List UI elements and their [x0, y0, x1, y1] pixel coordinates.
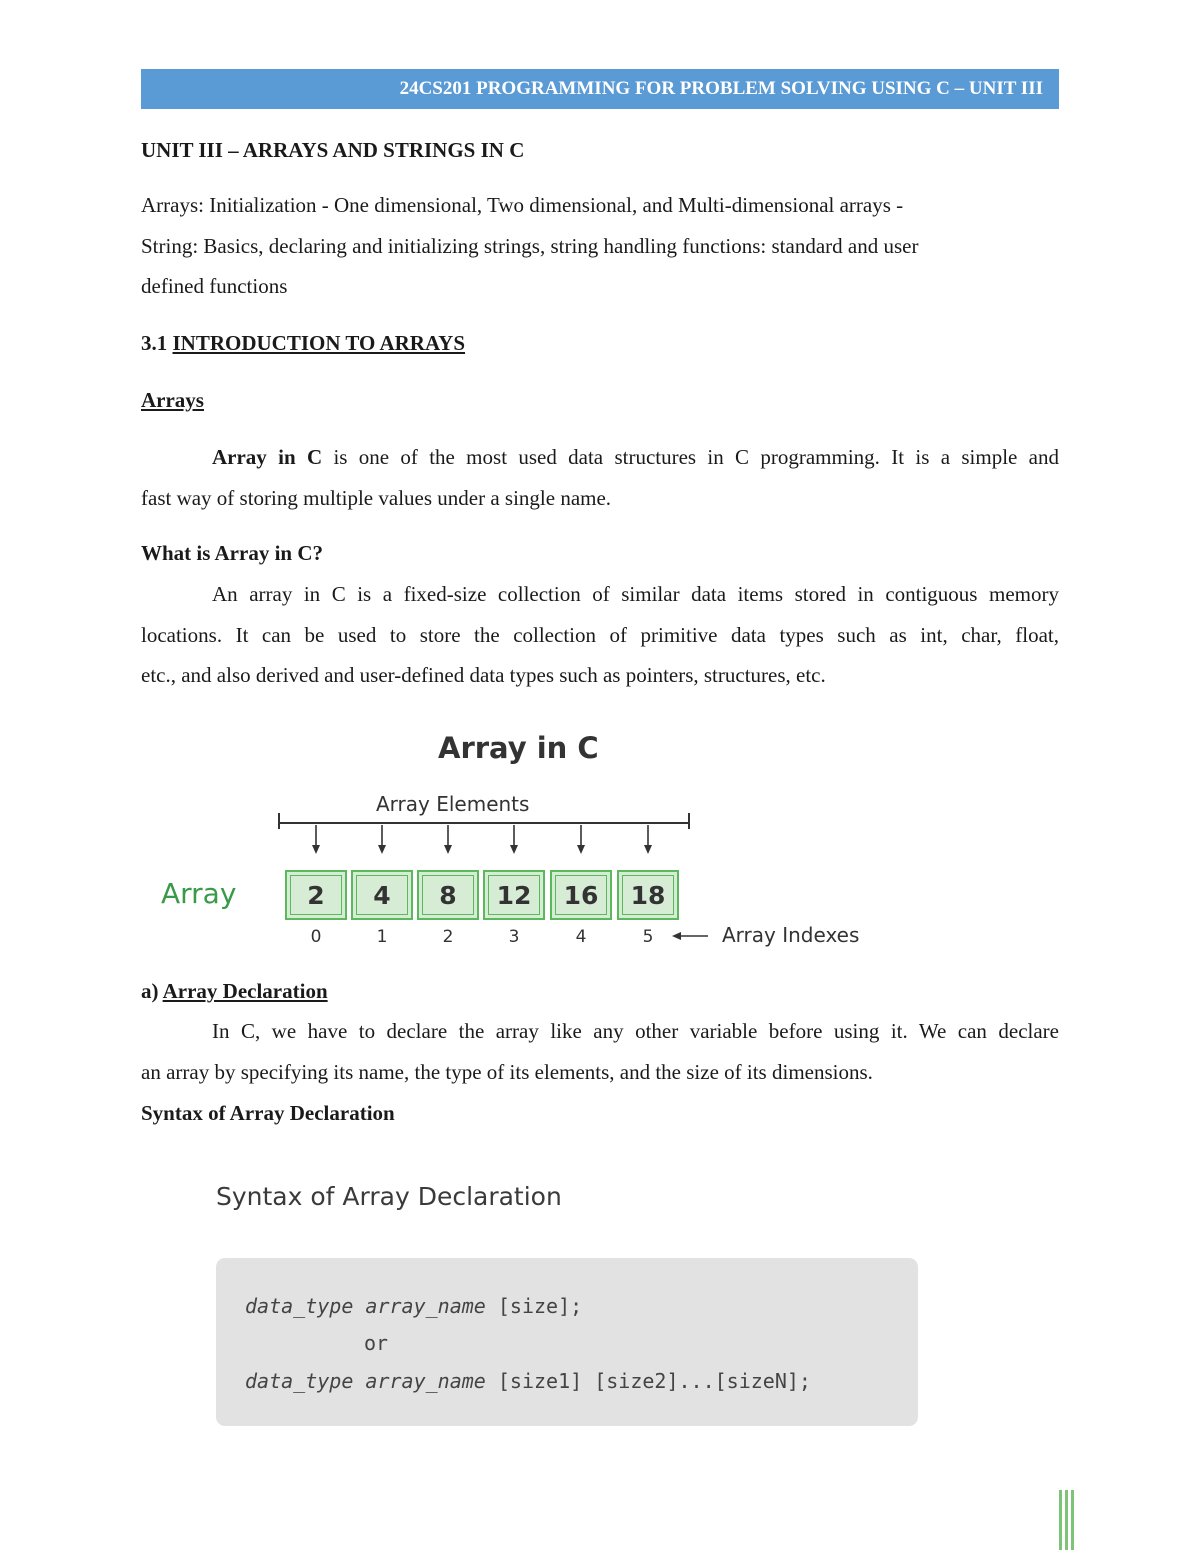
- footer-bar: [1071, 1490, 1074, 1550]
- array-value: 16: [563, 880, 599, 910]
- what-is-line: locations. It can be used to store the collection of primitive data types such as int, char, float,: [141, 622, 1059, 647]
- array-cell-5: [617, 870, 679, 920]
- element-arrow-head-2: [444, 845, 452, 854]
- code-line-or: or: [364, 1331, 389, 1355]
- array-index-3: 3: [508, 927, 520, 947]
- array-value: 2: [307, 880, 325, 910]
- figure-title: Array in C: [438, 731, 599, 765]
- element-arrow-head-5: [644, 845, 652, 854]
- footer-bar: [1065, 1490, 1068, 1550]
- section-number: 3.1: [141, 331, 168, 355]
- array-index-5: 5: [642, 927, 654, 947]
- array-cell-2: [417, 870, 479, 920]
- intro-rest: is one of the most used data structures in C programming. It is a simple and: [322, 445, 1059, 469]
- element-arrow-head-0: [312, 845, 320, 854]
- array-index-2: 2: [442, 927, 454, 947]
- element-arrow-head-4: [577, 845, 585, 854]
- declaration-line: an array by specifying its name, the type of its elements, and the size of its dimensions.: [141, 1059, 873, 1084]
- intro-paragraph: [141, 437, 1059, 518]
- syntax-heading: Syntax of Array Declaration: [141, 1101, 395, 1125]
- array-cell-1: [351, 870, 413, 920]
- page-header-bar: [141, 69, 1059, 109]
- syntax-code-box: [216, 1258, 918, 1426]
- unit-title: UNIT III – ARRAYS AND STRINGS IN C: [141, 138, 525, 162]
- declaration-title: Array Declaration: [162, 979, 328, 1003]
- footer-bar: [1059, 1490, 1062, 1550]
- declaration-prefix: a): [141, 979, 159, 1003]
- section-heading: [141, 331, 465, 356]
- intro-line: fast way of storing multiple values under a single name.: [141, 485, 612, 510]
- footer-decoration: [1059, 1490, 1077, 1550]
- array-value: 4: [373, 880, 391, 910]
- figure-indexes-label: Array Indexes: [722, 923, 860, 947]
- array-index-4: 4: [575, 927, 587, 947]
- declaration-line: In C, we have to declare the array like any other variable before using it. We can declare: [212, 1019, 1059, 1043]
- syntax-image-title: Syntax of Array Declaration: [216, 1182, 562, 1211]
- array-figure: [150, 725, 910, 960]
- syllabus-line: defined functions: [141, 274, 288, 298]
- element-arrow-head-3: [510, 845, 518, 854]
- array-index-0: 0: [310, 927, 322, 947]
- arrays-heading: Arrays: [141, 388, 204, 412]
- element-arrow-head-1: [378, 845, 386, 854]
- syllabus-line: String: Basics, declaring and initializing strings, string handling functions: standard and user: [141, 233, 919, 258]
- what-is-paragraph: [141, 574, 1059, 696]
- index-arrow-head: [672, 932, 681, 940]
- array-cell-4: [550, 870, 612, 920]
- declaration-heading: [141, 979, 328, 1004]
- array-index-1: 1: [376, 927, 388, 947]
- array-cell-3: [483, 870, 545, 920]
- syllabus-line: Arrays: Initialization - One dimensional, Two dimensional, and Multi-dimensional arrays -: [141, 193, 904, 217]
- array-value: 18: [630, 880, 666, 910]
- figure-array-label: Array: [161, 877, 237, 910]
- code-line-3: data_type array_name [size1] [size2]...[sizeN];: [245, 1369, 811, 1393]
- array-cell-0: [285, 870, 347, 920]
- array-value: 8: [439, 880, 457, 910]
- section-title: INTRODUCTION TO ARRAYS: [172, 331, 466, 355]
- array-value: 12: [496, 880, 532, 910]
- what-is-line: etc., and also derived and user-defined data types such as pointers, structures, etc.: [141, 663, 826, 687]
- declaration-paragraph: [141, 1011, 1059, 1092]
- page-header-title: 24CS201 PROGRAMMING FOR PROBLEM SOLVING USING C – UNIT III: [399, 78, 1043, 99]
- what-is-line: An array in C is a fixed-size collection of similar data items stored in contiguous memory: [212, 582, 1059, 606]
- code-line-1: data_type array_name [size];: [245, 1294, 583, 1318]
- intro-bold-lead: Array in C: [212, 445, 323, 469]
- what-is-heading: What is Array in C?: [141, 541, 324, 565]
- intro-line: [141, 437, 1059, 478]
- syllabus-paragraph: [141, 185, 1059, 307]
- figure-elements-label: Array Elements: [376, 792, 530, 816]
